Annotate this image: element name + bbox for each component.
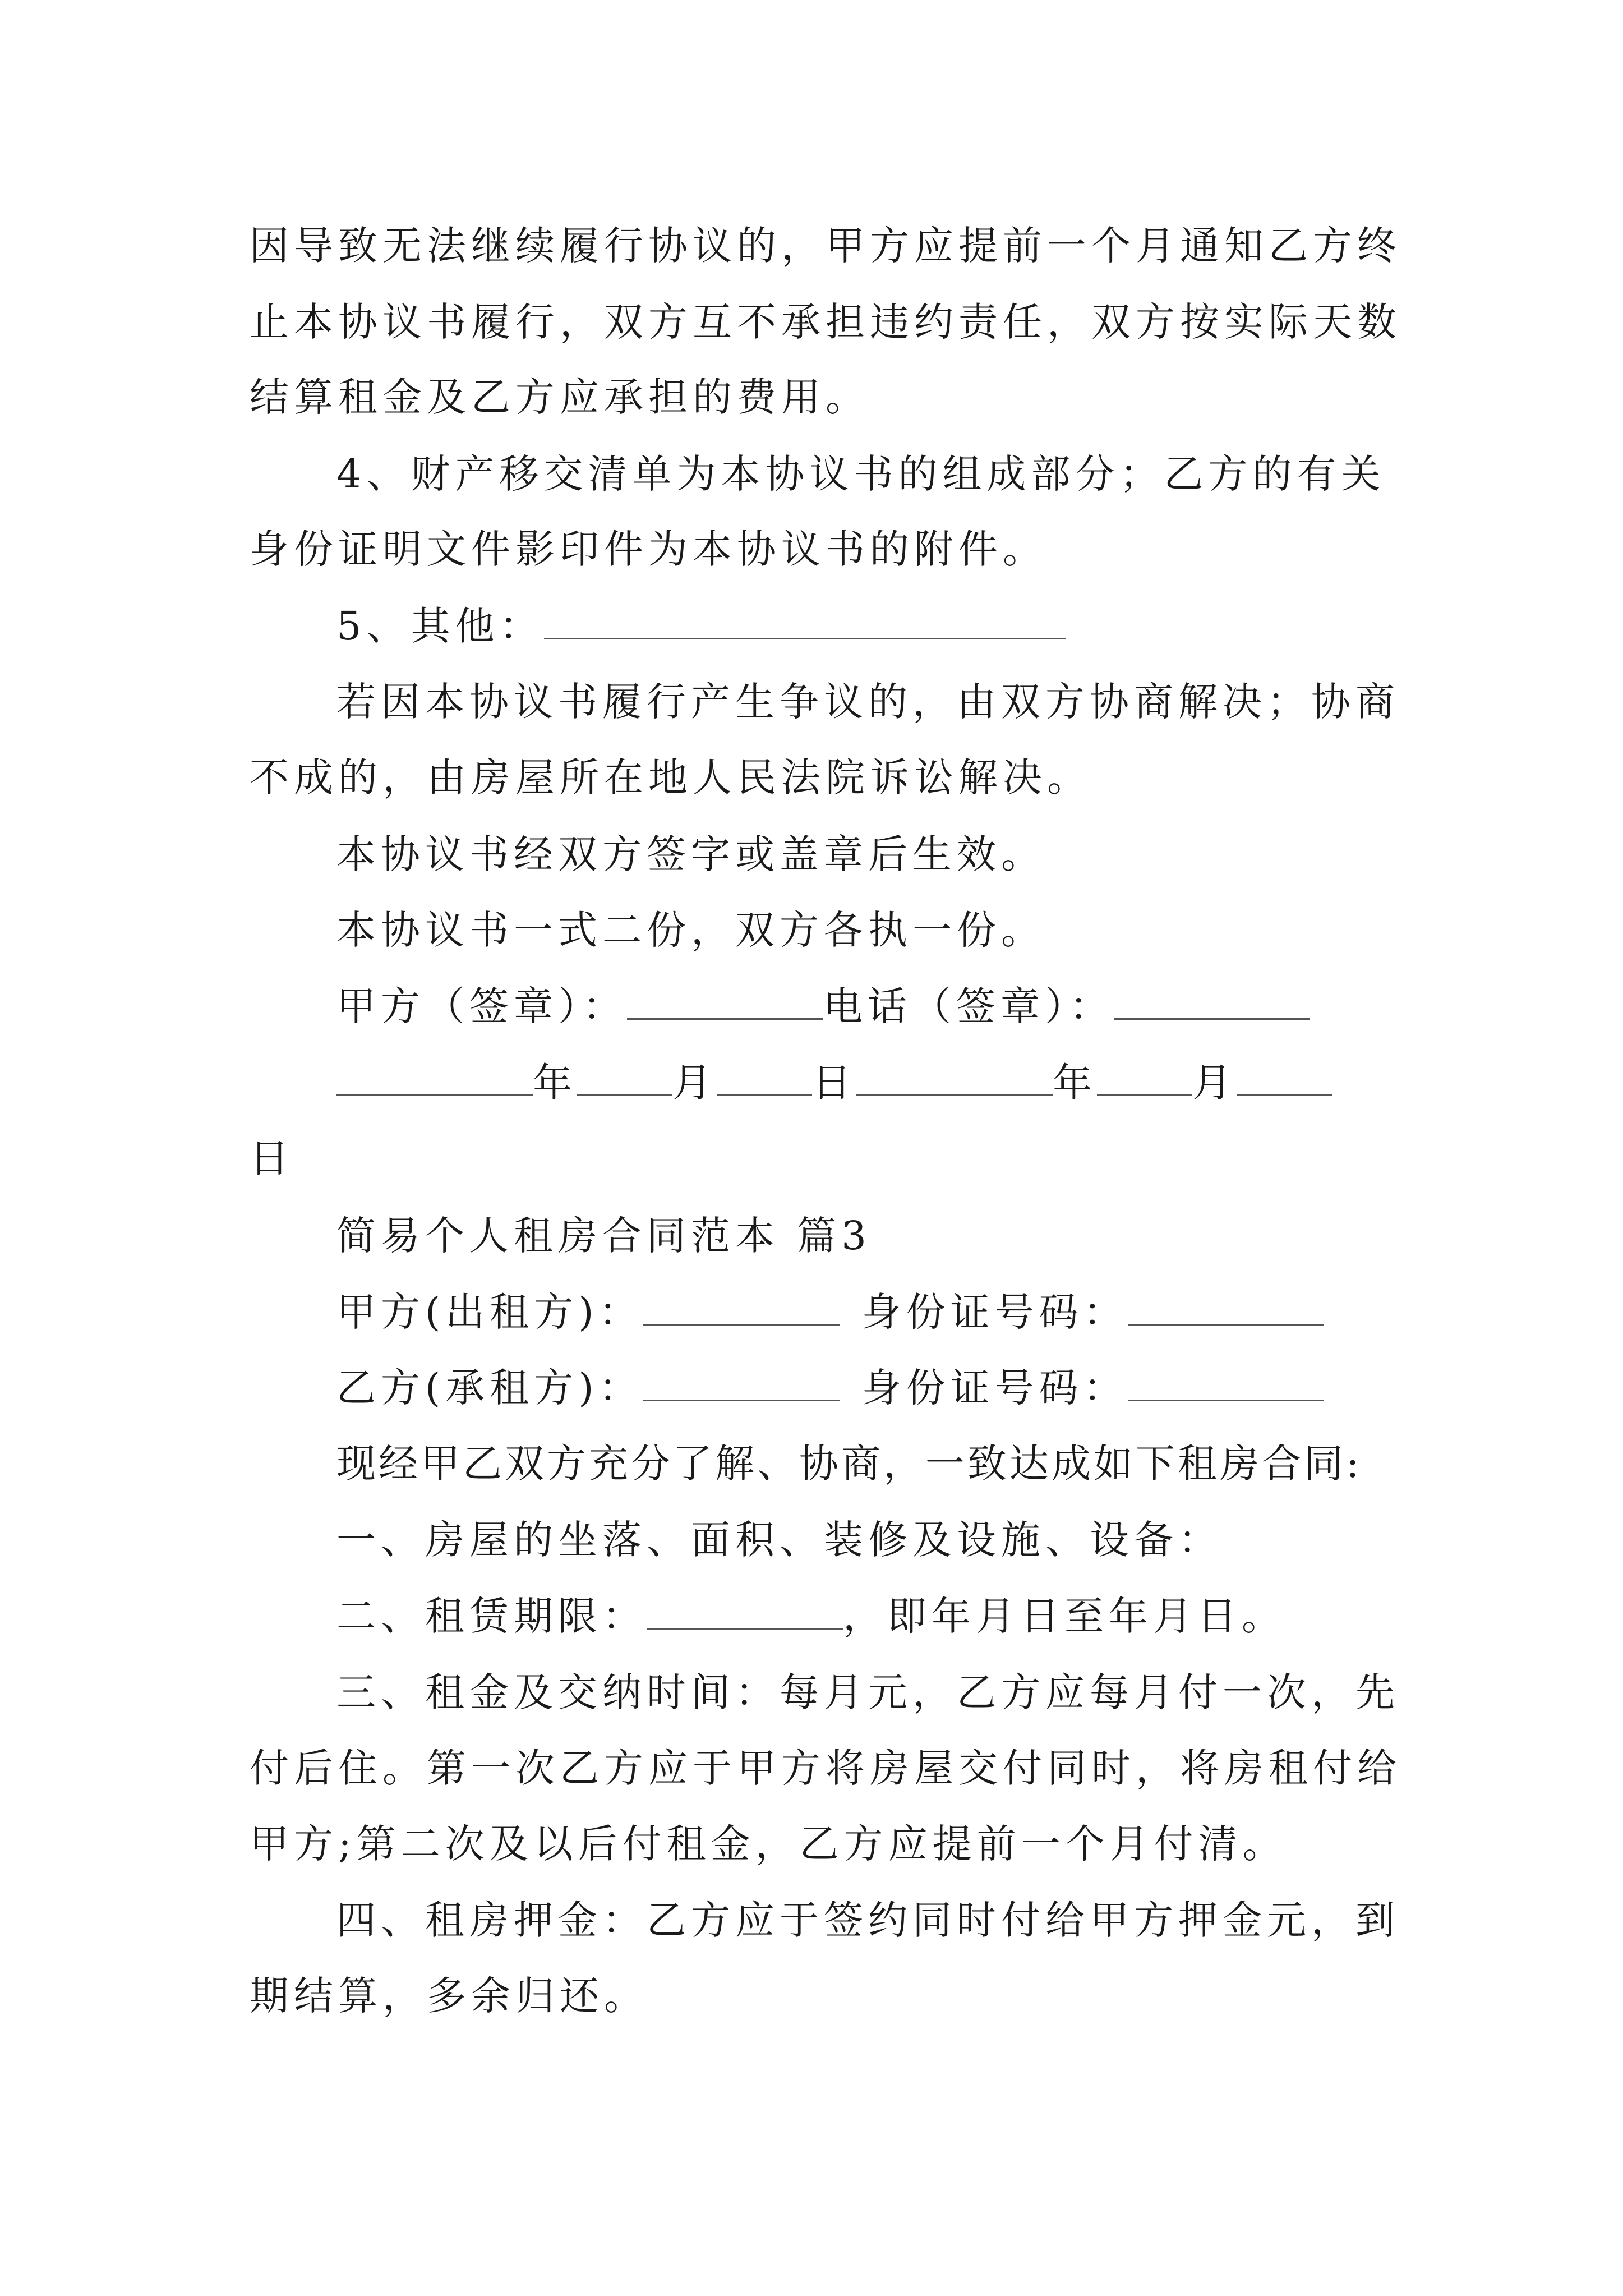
text-line: 期结算，多余归还。 bbox=[250, 1973, 648, 2019]
text-line: 现经甲乙双方充分了解、协商，一致达成如下租房合同: bbox=[336, 1441, 1362, 1487]
text-line: 本协议书一式二份，双方各执一份。 bbox=[336, 907, 1045, 953]
signature-line bbox=[336, 978, 1310, 1034]
text-line: 付后住。第一次乙方应于甲方将房屋交付同时，将房租付给 bbox=[250, 1745, 1401, 1791]
month-label: 月 bbox=[672, 1060, 717, 1106]
lease-term-blank bbox=[647, 1593, 843, 1630]
party-a-signature-blank bbox=[627, 983, 823, 1020]
text-line: 因导致无法继续履行协议的，甲方应提前一个月通知乙方终 bbox=[250, 223, 1401, 269]
section-title: 简易个人租房合同范本 篇3 bbox=[336, 1213, 872, 1259]
text-line: 不成的，由房屋所在地人民法院诉讼解决。 bbox=[250, 754, 1091, 800]
text-line: 甲方;第二次及以后付租金，乙方应提前一个月付清。 bbox=[250, 1821, 1287, 1867]
year-blank bbox=[856, 1060, 1053, 1096]
year-blank bbox=[336, 1060, 533, 1096]
text-line: 止本协议书履行，双方互不承担违约责任，双方按实际天数 bbox=[250, 299, 1401, 345]
month-label: 月 bbox=[1192, 1060, 1237, 1106]
party-a-label: 甲方(出租方)： bbox=[336, 1289, 643, 1335]
id-number-label: 身份证号码： bbox=[861, 1365, 1128, 1411]
id-number-blank bbox=[1128, 1289, 1324, 1326]
text-line: 三、租金及交纳时间：每月元，乙方应每月付一次，先 bbox=[336, 1669, 1400, 1715]
lease-term-line bbox=[336, 1588, 1286, 1644]
other-clause-blank bbox=[544, 603, 1066, 639]
party-a-line bbox=[336, 1284, 1324, 1340]
text-line: 4、财产移交清单为本协议书的组成部分；乙方的有关 bbox=[336, 451, 1386, 497]
text-line: 一、房屋的坐落、面积、装修及设施、设备： bbox=[336, 1517, 1223, 1563]
text-line: 结算租金及乙方应承担的费用。 bbox=[250, 374, 870, 420]
phone-signature-label: 电话（签章）： bbox=[823, 983, 1114, 1029]
phone-signature-blank bbox=[1114, 983, 1310, 1020]
lease-term-dates: ，即年月日至年月日。 bbox=[843, 1593, 1286, 1639]
party-a-signature-label: 甲方（签章）： bbox=[336, 983, 627, 1029]
other-clause-label: 5、其他： bbox=[336, 603, 544, 649]
party-b-blank bbox=[643, 1365, 840, 1401]
year-label: 年 bbox=[533, 1060, 577, 1106]
party-a-blank bbox=[643, 1289, 840, 1326]
lease-term-label: 二、租赁期限： bbox=[336, 1593, 647, 1639]
day-blank bbox=[717, 1060, 812, 1096]
text-line: 若因本协议书履行产生争议的，由双方协商解决；协商 bbox=[336, 679, 1400, 725]
party-b-label: 乙方(承租方)： bbox=[336, 1365, 643, 1411]
month-blank bbox=[577, 1060, 672, 1096]
text-line: 身份证明文件影印件为本协议书的附件。 bbox=[250, 526, 1047, 572]
day-blank bbox=[1237, 1060, 1332, 1096]
day-label: 日 bbox=[812, 1060, 856, 1106]
year-label: 年 bbox=[1053, 1060, 1097, 1106]
text-line: 本协议书经双方签字或盖章后生效。 bbox=[336, 831, 1045, 877]
id-number-blank bbox=[1128, 1365, 1324, 1401]
party-b-line bbox=[336, 1360, 1324, 1416]
other-clause-line bbox=[336, 598, 1066, 654]
text-line: 四、租房押金：乙方应于签约同时付给甲方押金元，到 bbox=[336, 1897, 1400, 1943]
id-number-label: 身份证号码： bbox=[861, 1289, 1128, 1335]
date-line bbox=[336, 1055, 1332, 1111]
month-blank bbox=[1097, 1060, 1192, 1096]
day-label: 日 bbox=[250, 1135, 294, 1181]
